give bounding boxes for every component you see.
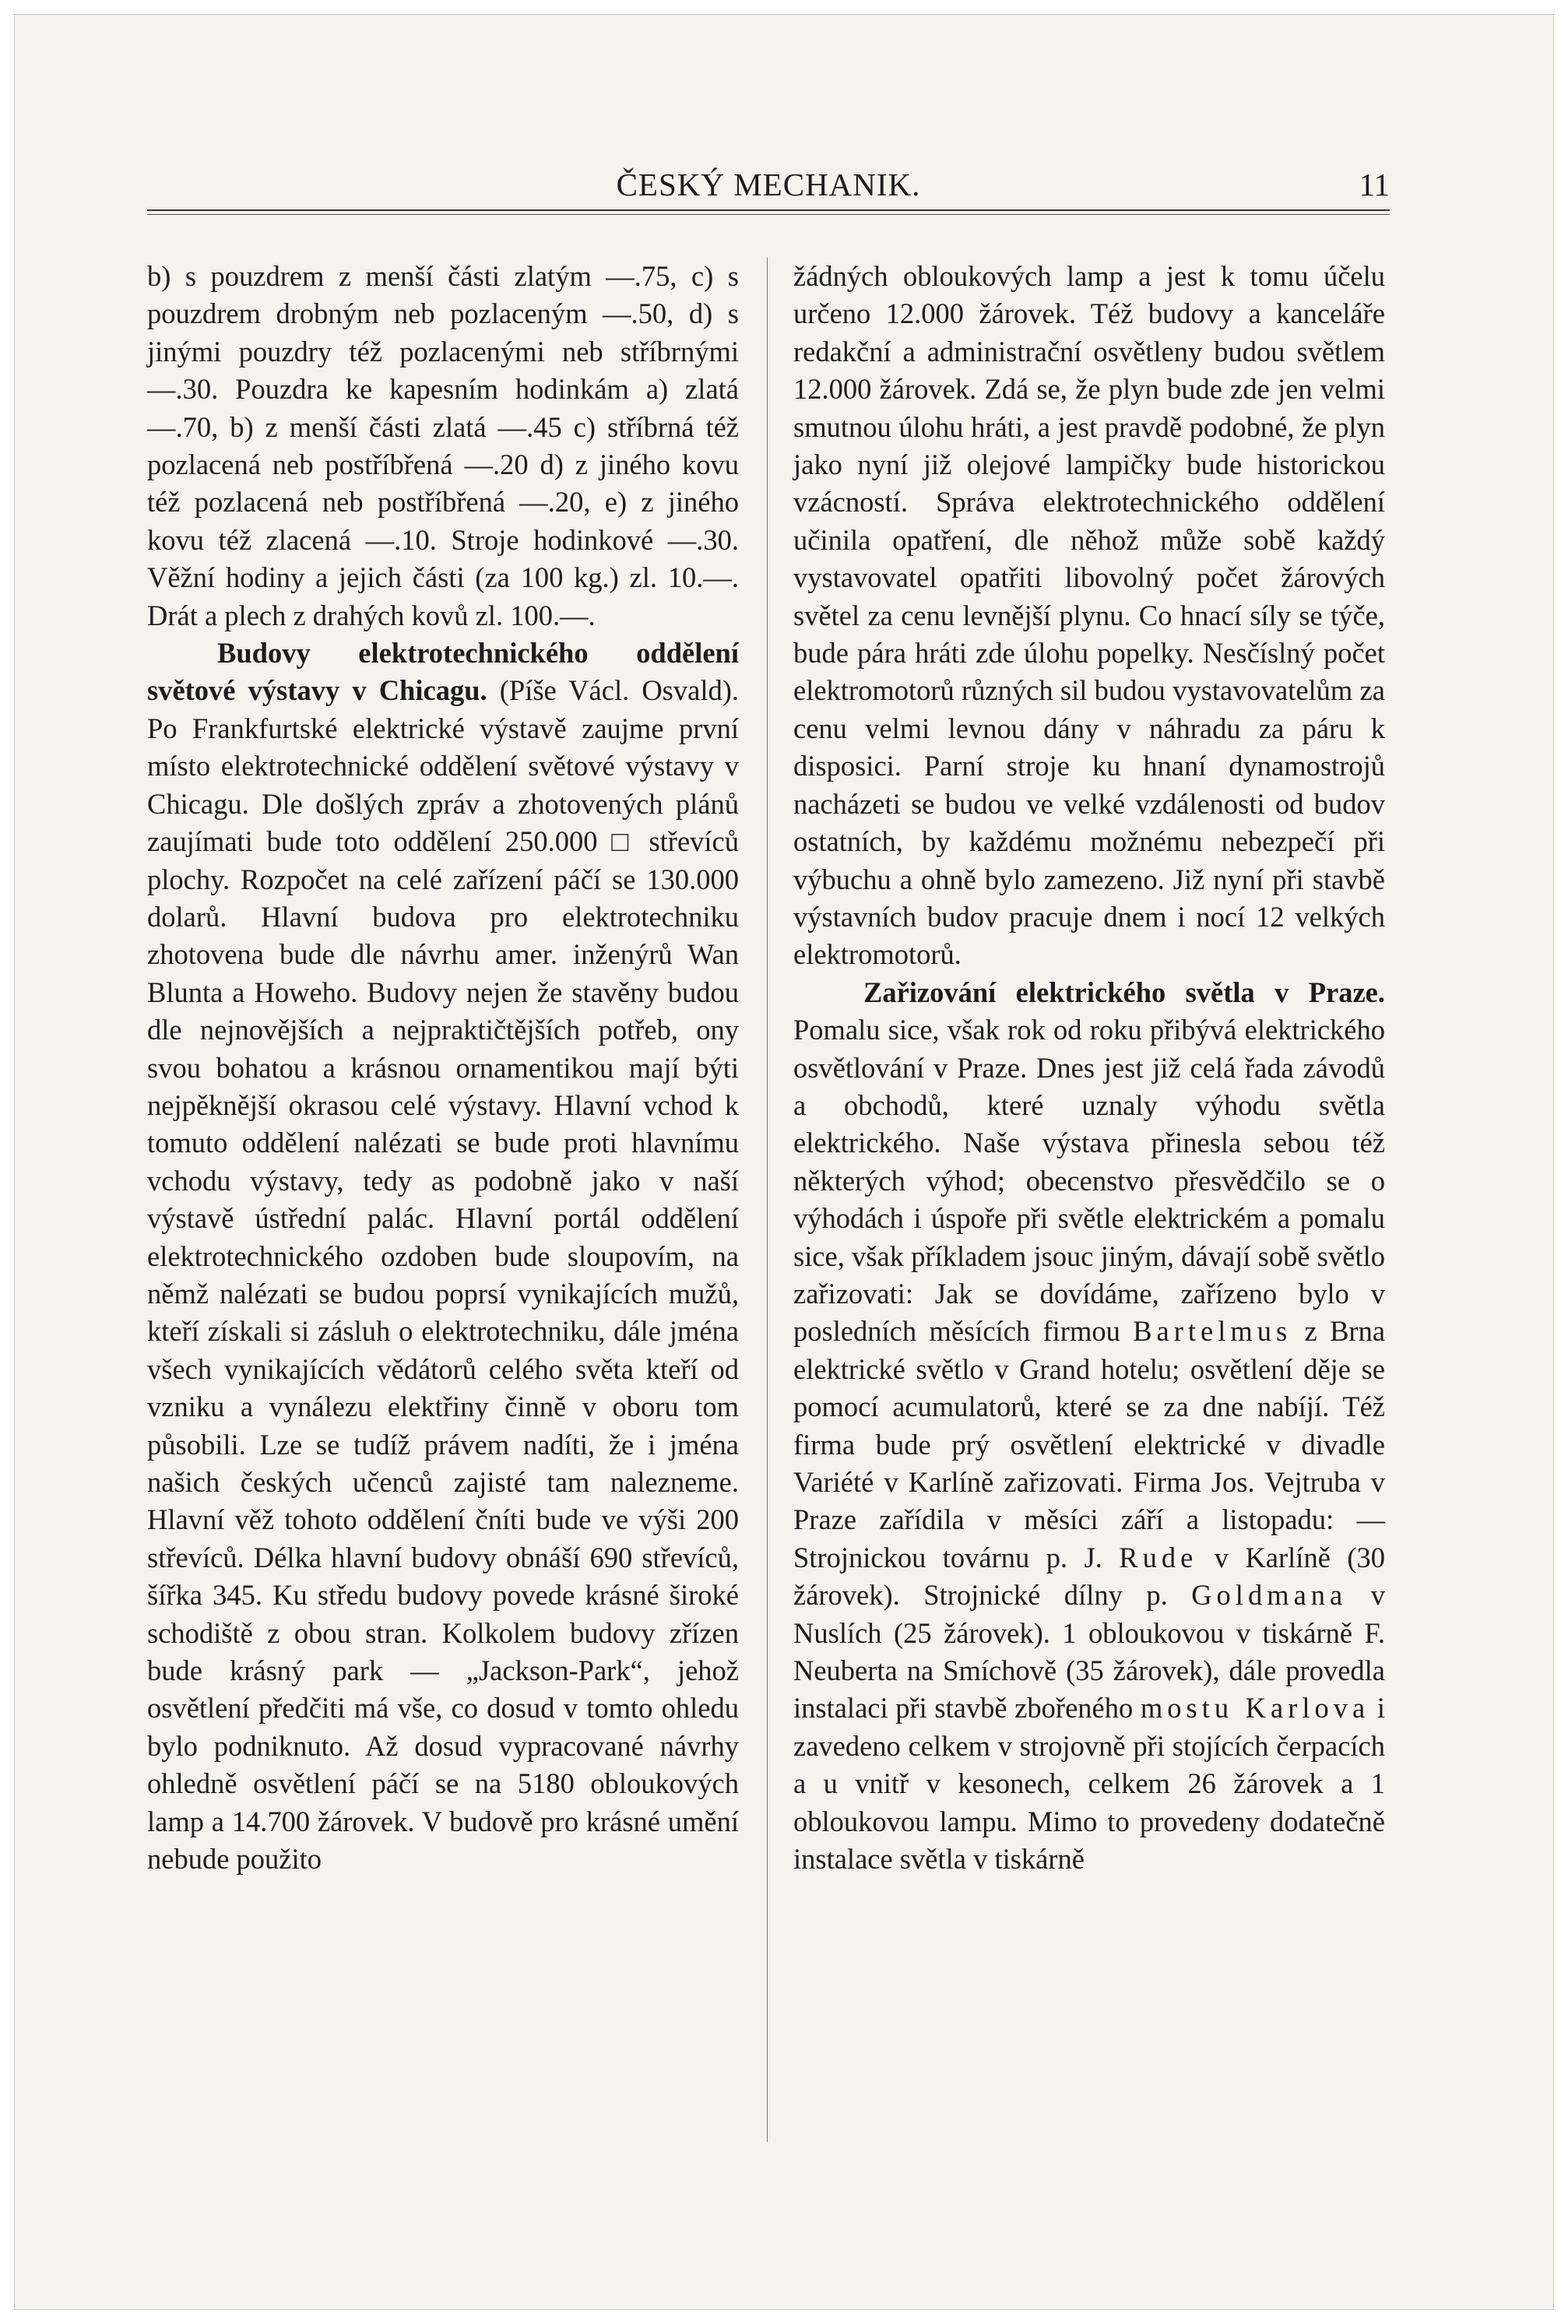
section-body: Pomalu sice, však rok od roku přibývá elektrického osvětlování v Praze. Dnes jest již celá řada závodů a obchodů, které uznaly výhodu světla elektrického. Naše výstava přinesla sebou též některých výhod; obecenstvo přesvědčilo se o výhodách i úspoře při světle elektrickém a pomalu sice, však příkladem jsouc jiným, dávají sobě světlo zařizovati: Jak se dovídáme, zařízeno bylo v posledních měsících firmou [793, 1014, 1385, 1348]
section-body: v Nuslích (25 žárovek). 1 obloukovou v tiskárně F. Neuberta na Smíchově (35 žárovek), dále provedla instalaci při stavbě zbořeného [793, 1579, 1385, 1725]
journal-title: ČESKÝ MECHANIK. [616, 167, 921, 202]
page-number: 11 [1359, 167, 1390, 202]
article-chicago [147, 635, 739, 1878]
running-header [147, 155, 1390, 209]
header-rule-thick [147, 209, 1390, 211]
section-body: i zavedeno celkem v strojovně při stojících čerpacích a u vnitř v kesonech, celkem 26 žárovek a 1 obloukovou lampu. Mimo to provedeny dodatečně instalace světla v tiskárně [793, 1692, 1386, 1876]
right-column [793, 258, 1385, 1878]
header-rule-thin [147, 214, 1390, 215]
article-author: (Píše Václ. Osvald). [499, 674, 739, 707]
article-body: Po Frankfurtské elektrické výstavě zaujme první místo elektrotechnické oddělení světové výstavy v Chicagu. Dle došlých zpráv a zhotovených plánů zaujímati bude toto oddělení 250.000 □ střevíců plochy. Rozpočet na celé zařízení páčí se 130.000 dolarů. Hlavní budova pro elektrotechniku zhotovena bude dle návrhu amer. inženýrů Wan Blunta a Howeho. Budovy nejen že stavěny budou dle nejnovějších a nejpraktičtějších potřeb, ony svou bohatou a krásnou ornamentikou mají býti nejpěknější okrasou celé výstavy. Hlavní vchod k tomuto oddělení nalézati se bude proti hlavnímu vchodu výstavy, tedy as podobně jako v naší výstavě ústřední palác. Hlavní portál oddělení elektrotechnického ozdoben bude sloupovím, na němž nalézati se budou poprsí vynikajících mužů, kteří získali si zásluh o elektrotechniku, dále jména všech vynikajících vědátorů celého světa kteří od vzniku a vynálezu elektřiny činně v oboru tom působili. Lze se tudíž právem nadíti, že i jména našich českých učenců zajisté tam nalezneme. Hlavní věž tohoto oddělení čníti bude ve výši 200 střevíců. Délka hlavní budovy obnáší 690 střevíců, šířka 345. Ku středu budovy povede krásné široké schodiště z obou stran. Kolkolem budovy zřízen bude krásný park — „Jackson-Park“, jehož osvětlení předčiti má vše, co dosud v tomto ohledu bylo podniknuto. Až dosud vypracované návrhy ohledně osvětlení páčí se na 5180 obloukových lamp a 14.700 žárovek. V budově pro krásné umění nebude použito [147, 712, 739, 1876]
article-prague [793, 974, 1385, 1879]
column-divider [767, 258, 768, 2142]
section-body: v Karlíně (30 žárovek). Strojnické dílny p. [793, 1541, 1385, 1612]
chicago-continuation: žádných obloukových lamp a jest k tomu účelu určeno 12.000 žárovek. Též budovy a kanceláře redakční a administrační osvětleny budou světlem 12.000 žárovek. Zdá se, že plyn bude zde jen velmi smutnou úlohu hráti, a jest pravdě podobné, že plyn jako nyní již olejové lampičky bude historickou vzácností. Správa elektrotechnického oddělení učinila opatření, dle něhož může sobě každý vystavovatel opatřiti libovolný počet žárových světel za cenu levnější plynu. Co hnací síly se týče, bude pára hráti zde úlohu popelky. Nesčíslný počet elektromotorů různých sil budou vystavovatelům za cenu velmi levnou dány v náhradu za páru k disposici. Parní stroje ku hnaní dynamostrojů nacházeti se budou ve velké vzdálenosti od budov ostatních, by každému možnému nebezpečí při výbuchu a ohně bylo zamezeno. Již nyní při stavbě výstavních budov pracuje dnem i nocí 12 velkých elektromotorů. [793, 260, 1385, 971]
section-title: Zařizování elektrického světla v Praze. [863, 976, 1385, 1008]
firm-name-bartelmus: Bartelmus [1133, 1315, 1292, 1348]
firm-name-rude: Rude [1119, 1541, 1198, 1573]
bridge-name: mostu Karlova [1140, 1692, 1370, 1725]
section-body: z Brna elektrické světlo v Grand hotelu; osvětlení děje se pomocí acumulatorů, které se za dne nabíjí. Též firma bude prý osvětlení elektrické v divadle Variété v Karlíně zařizovati. Firma Jos. Vejtruba v Praze zařídila v měsíci září a listopadu: — Strojnickou továrnu p. J. [793, 1315, 1386, 1573]
article-title: Budovy elektrotechnického oddělení světové výstavy v Chicagu. [147, 637, 739, 707]
page-scan [14, 14, 1554, 2310]
left-column [147, 258, 739, 1878]
firm-name-goldmana: Goldmana [1191, 1579, 1348, 1612]
tariff-continuation: b) s pouzdrem z menší části zlatým —.75, c) s pouzdrem drobným neb pozlaceným —.50, d) s jinými pouzdry též pozlacenými neb stříbrnými —.30. Pouzdra ke kapesním hodinkám a) zlatá —.70, b) z menší části zlatá —.45 c) stříbrná též pozlacená neb postříbřená —.20 d) z jiného kovu též pozlacená neb postříbřená —.20, e) z jiného kovu též zlacená —.10. Stroje hodinkové —.30. Věžní hodiny a jejich části (za 100 kg.) zl. 10.—. Drát a plech z drahých kovů zl. 100.—. [147, 260, 739, 631]
